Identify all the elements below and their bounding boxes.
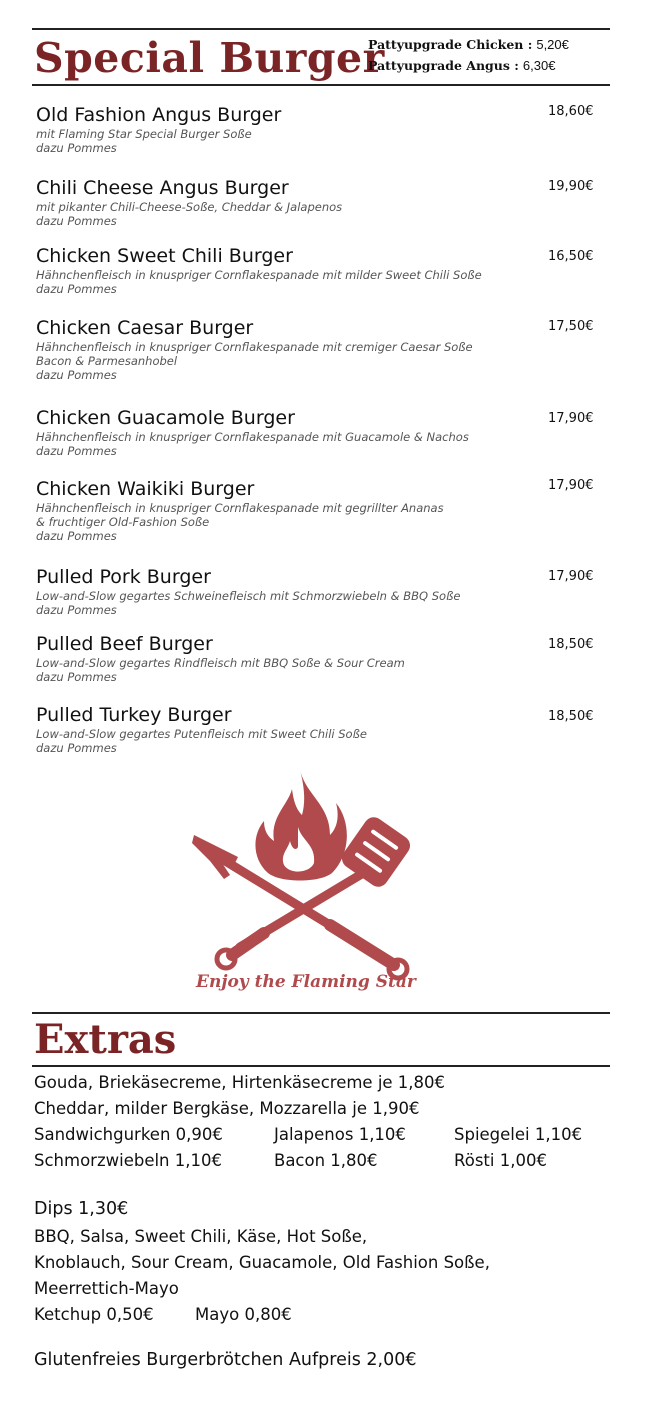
upgrade-chicken [368, 37, 569, 52]
dips-line: BBQ, Salsa, Sweet Chili, Käse, Hot Soße, [34, 1227, 368, 1246]
item-description: Low-and-Slow gegartes Putenfleisch mit Sweet Chili Soße dazu Pommes [36, 727, 367, 755]
item-name: Chicken Guacamole Burger [36, 407, 295, 429]
menu-item [36, 316, 556, 382]
extra-item: Spiegelei 1,10€ [454, 1125, 583, 1144]
item-description: Low-and-Slow gegartes Rindfleisch mit BBQ Soße & Sour Cream dazu Pommes [36, 656, 405, 684]
extra-item: Sandwichgurken 0,90€ [34, 1125, 223, 1144]
item-name: Old Fashion Angus Burger [36, 104, 282, 126]
item-name: Pulled Pork Burger [36, 566, 211, 588]
item-price: 17,90€ [548, 478, 594, 493]
menu-item [36, 565, 556, 617]
menu-item [36, 176, 556, 228]
item-name: Chicken Waikiki Burger [36, 478, 255, 500]
top-rule [32, 28, 610, 30]
item-description: mit pikanter Chili-Cheese-Soße, Cheddar & Jalapenos dazu Pommes [36, 200, 343, 228]
item-description: Hähnchenfleisch in knuspriger Cornflakespanade mit gegrillter Ananas & fruchtiger Old-Fashion Soße dazu Pommes [36, 501, 444, 543]
cheese-line: Gouda, Briekäsecreme, Hirtenkäsecreme je 1,80€ [34, 1073, 446, 1092]
item-description: Low-and-Slow gegartes Schweinefleisch mit Schmorzwiebeln & BBQ Soße dazu Pommes [36, 589, 461, 617]
extras-title: Extras [34, 1016, 177, 1063]
item-price: 18,50€ [548, 709, 594, 724]
upgrade-angus-label: Pattyupgrade Angus : [368, 58, 519, 73]
header-rule [32, 84, 610, 86]
upgrade-angus-price: 6,30€ [522, 58, 556, 73]
item-description: Hähnchenfleisch in knuspriger Cornflakespanade mit Guacamole & Nachos dazu Pommes [36, 430, 469, 458]
extras-rule [32, 1065, 610, 1067]
item-price: 17,90€ [548, 569, 594, 584]
item-price: 17,90€ [548, 411, 594, 426]
item-price: 17,50€ [548, 319, 594, 334]
menu-item [36, 477, 556, 543]
menu-item [36, 632, 556, 684]
ketchup-price: Ketchup 0,50€ [34, 1305, 154, 1324]
item-price: 18,50€ [548, 637, 594, 652]
item-price: 19,90€ [548, 179, 594, 194]
cheese-line: Cheddar, milder Bergkäse, Mozzarella je 1,90€ [34, 1099, 420, 1118]
menu-item [36, 244, 556, 296]
item-description: Hähnchenfleisch in knuspriger Cornflakespanade mit cremiger Caesar Soße Bacon & Parmesanhobel dazu Pommes [36, 340, 473, 382]
menu-item [36, 103, 556, 155]
gluten-free-note: Glutenfreies Burgerbrötchen Aufpreis 2,00€ [34, 1350, 417, 1370]
mayo-price: Mayo 0,80€ [195, 1305, 292, 1324]
extra-item: Bacon 1,80€ [274, 1151, 378, 1170]
item-price: 18,60€ [548, 104, 594, 119]
dips-line: Knoblauch, Sour Cream, Guacamole, Old Fashion Soße, [34, 1253, 490, 1272]
menu-item [36, 406, 556, 458]
dips-title: Dips 1,30€ [34, 1199, 129, 1219]
item-name: Chicken Sweet Chili Burger [36, 245, 293, 267]
menu-item [36, 703, 556, 755]
item-description: Hähnchenfleisch in knuspriger Cornflakespanade mit milder Sweet Chili Soße dazu Pommes [36, 268, 482, 296]
extra-item: Jalapenos 1,10€ [274, 1125, 406, 1144]
extra-item: Schmorzwiebeln 1,10€ [34, 1151, 222, 1170]
upgrade-chicken-price: 5,20€ [536, 37, 569, 52]
upgrade-angus [368, 58, 555, 73]
item-description: mit Flaming Star Special Burger Soße dazu Pommes [36, 127, 252, 155]
dips-line: Meerrettich-Mayo [34, 1279, 179, 1298]
extra-item: Rösti 1,00€ [454, 1151, 547, 1170]
upgrade-chicken-label: Pattyupgrade Chicken : [368, 37, 533, 52]
page-title: Special Burger [34, 34, 385, 82]
item-name: Chicken Caesar Burger [36, 317, 254, 339]
item-name: Pulled Beef Burger [36, 633, 213, 655]
item-price: 16,50€ [548, 249, 594, 264]
item-name: Pulled Turkey Burger [36, 704, 232, 726]
slogan: Enjoy the Flaming Star [196, 972, 416, 992]
extras-top-rule [32, 1012, 610, 1014]
item-name: Chili Cheese Angus Burger [36, 177, 289, 199]
grill-fork-spatula-flame-icon [180, 765, 420, 1005]
